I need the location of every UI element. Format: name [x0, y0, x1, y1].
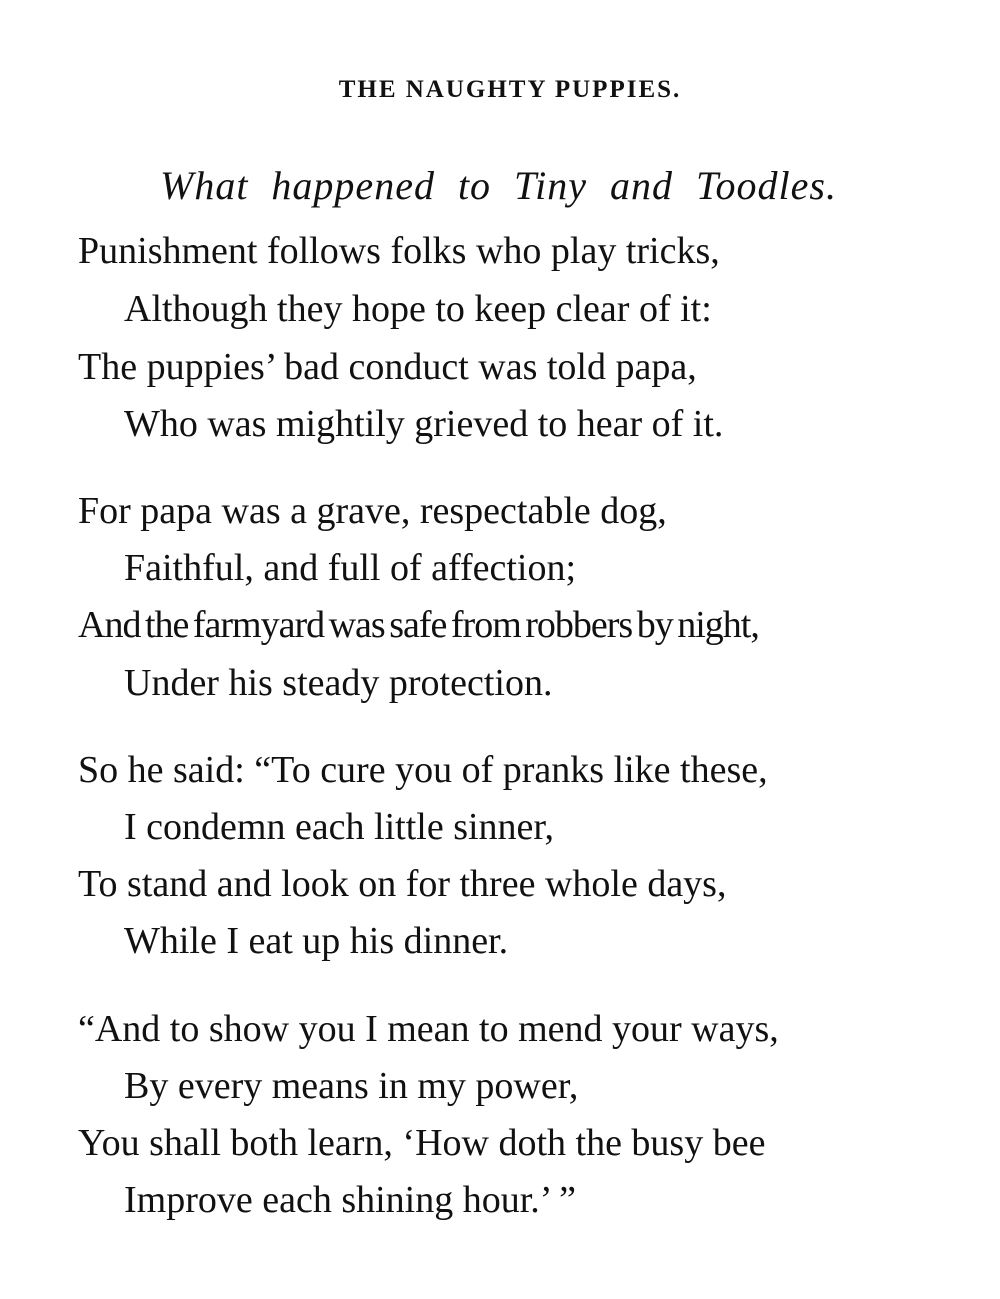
poem-line: Although they hope to keep clear of it:	[124, 288, 712, 330]
poem-subtitle: What happened to Tiny and Toodles.	[160, 163, 837, 208]
poem-line: To stand and look on for three whole days,	[78, 863, 727, 905]
running-head: THE NAUGHTY PUPPIES.	[338, 76, 682, 103]
poem-line: Improve each shining hour.’ ”	[124, 1179, 576, 1221]
poem-line: For papa was a grave, respectable dog,	[78, 490, 667, 532]
poem-line: Punishment follows folks who play tricks,	[78, 230, 720, 272]
poem-line: Who was mightily grieved to hear of it.	[124, 403, 724, 445]
poem-line: While I eat up his dinner.	[124, 920, 509, 962]
poem-line: Faithful, and full of affection;	[124, 547, 577, 589]
poem-line: You shall both learn, ‘How doth the busy bee	[78, 1122, 766, 1164]
poem-line: “And to show you I mean to mend your ways,	[78, 1008, 779, 1050]
poem-line: I condemn each little sinner,	[124, 806, 555, 848]
poem-line: By every means in my power,	[124, 1065, 579, 1107]
poem-line: And the farmyard was safe from robbers by night,	[78, 604, 759, 646]
poem-line: So he said: “To cure you of pranks like these,	[78, 749, 768, 791]
poem-line: The puppies’ bad conduct was told papa,	[78, 346, 697, 388]
poem-line: Under his steady protection.	[124, 662, 553, 704]
